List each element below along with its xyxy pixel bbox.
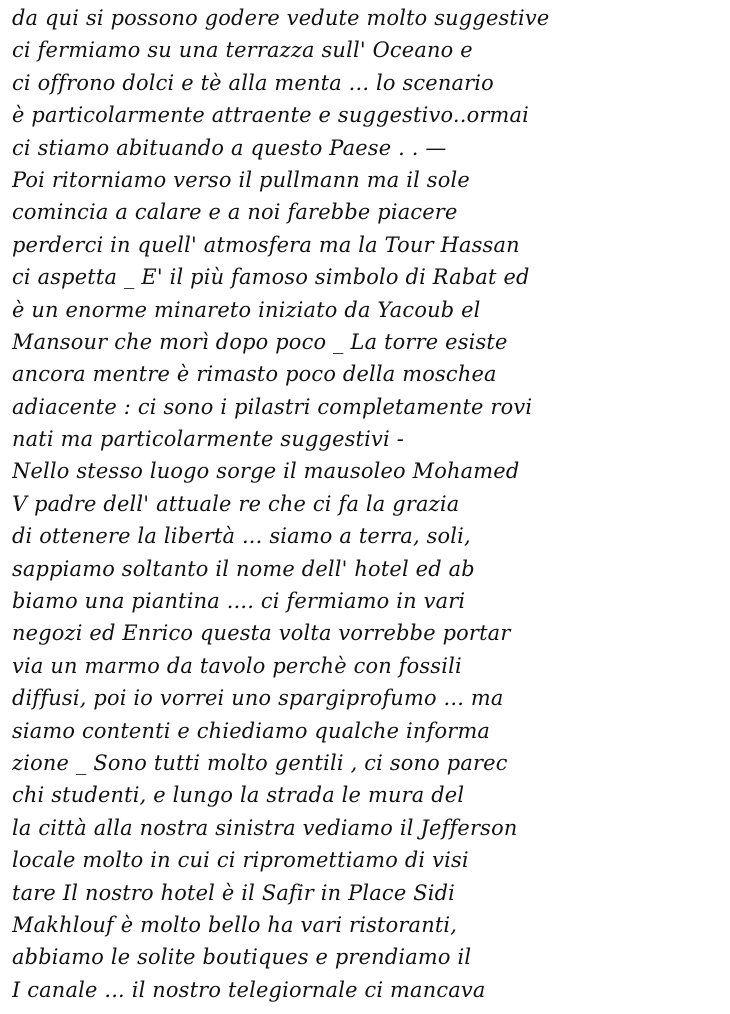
text-line: Makhlouf è molto bello ha vari ristoranti, xyxy=(12,912,458,937)
text-line: abbiamo le solite boutiques e prendiamo il xyxy=(12,945,472,970)
text-line: biamo una piantina .... ci fermiamo in vari xyxy=(12,589,466,614)
text-line: Mansour che morì dopo poco _ La torre esiste xyxy=(12,329,508,354)
text-line: ci stiamo abituando a questo Paese . . — xyxy=(12,135,447,160)
text-line: comincia a calare e a noi farebbe piacere xyxy=(12,200,458,225)
text-line: è particolarmente attraente e suggestivo..ormai xyxy=(12,103,530,128)
text-line: adiacente : ci sono i pilastri completamente rovi xyxy=(12,394,533,419)
text-line: locale molto in cui ci ripromettiamo di visi xyxy=(12,848,469,873)
text-line: zione _ Sono tutti molto gentili , ci sono parec xyxy=(12,750,508,775)
text-line: di ottenere la libertà ... siamo a terra, soli, xyxy=(12,524,471,549)
text-line: tare Il nostro hotel è il Safir in Place Sidi xyxy=(12,880,456,905)
text-line: nati ma particolarmente suggestivi - xyxy=(12,427,404,452)
text-line: Nello stesso luogo sorge il mausoleo Mohamed xyxy=(12,459,520,484)
handwritten-text-block xyxy=(12,2,722,1006)
text-line: ancora mentre è rimasto poco della moschea xyxy=(12,362,497,387)
text-line: da qui si possono godere vedute molto suggestive xyxy=(12,6,550,30)
text-line: sappiamo soltanto il nome dell' hotel ed ab xyxy=(12,556,475,581)
text-line: siamo contenti e chiediamo qualche informa xyxy=(12,718,491,743)
text-line: ci aspetta _ E' il più famoso simbolo di Rabat ed xyxy=(12,265,530,290)
text-line: V padre dell' attuale re che ci fa la grazia xyxy=(12,491,460,516)
text-line: via un marmo da tavolo perchè con fossili xyxy=(12,653,462,678)
text-line: I canale ... il nostro telegiornale ci mancava xyxy=(12,977,486,1002)
text-line: la città alla nostra sinistra vediamo il Jefferson xyxy=(12,815,518,840)
text-line: perderci in quell' atmosfera ma la Tour Hassan xyxy=(12,232,520,257)
text-line: diffusi, poi io vorrei uno spargiprofumo ... ma xyxy=(12,686,504,711)
text-line: ci fermiamo su una terrazza sull' Oceano e xyxy=(12,38,473,63)
text-line: è un enorme minareto iniziato da Yacoub el xyxy=(12,297,481,322)
text-line: ci offrono dolci e tè alla menta ... lo scenario xyxy=(12,70,494,95)
text-line: chi studenti, e lungo la strada le mura del xyxy=(12,783,465,808)
text-line: negozi ed Enrico questa volta vorrebbe portar xyxy=(12,621,511,646)
text-line: Poi ritorniamo verso il pullmann ma il sole xyxy=(12,167,470,192)
